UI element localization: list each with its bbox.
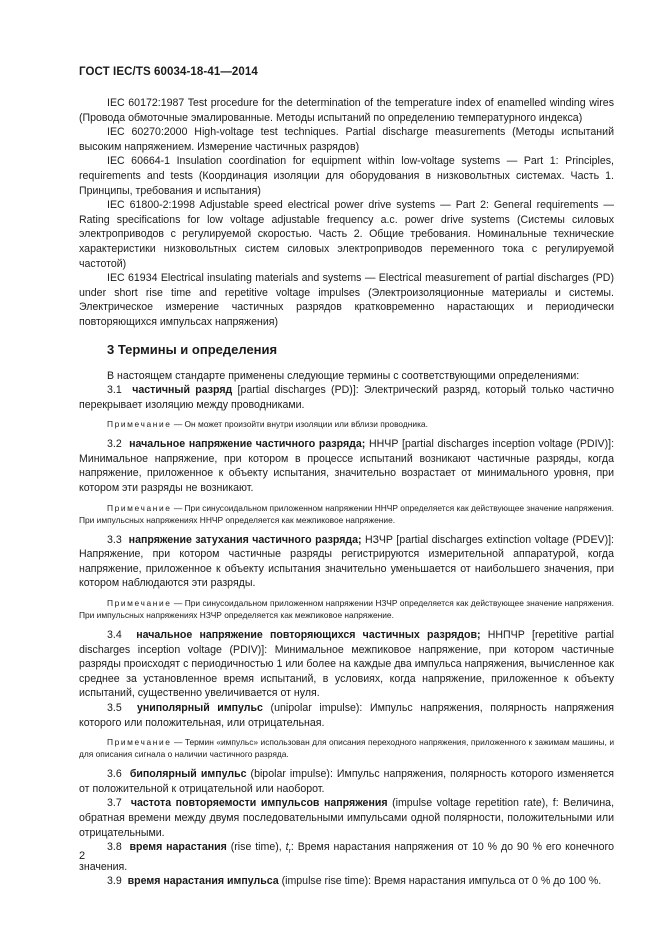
term-definition-cont: : Время нарастания напряжения от 10 % до 90 % его конечного значения. [79, 841, 614, 873]
term-definition: (impulse rise time): Время нарастания импульса от 0 % до 100 %. [278, 875, 602, 888]
term-number: 3.6 [107, 768, 122, 781]
term-number: 3.8 [107, 841, 122, 854]
note-3-1 [79, 418, 614, 430]
term-name: начальное напряжение повторяющихся частичных разрядов; [136, 629, 481, 642]
term-name: время нарастания [129, 841, 227, 854]
term-name: время нарастания импульса [127, 875, 279, 888]
definition-3-6 [79, 767, 614, 796]
note-text: — При синусоидальном приложенном напряжении ННЧР определяется как действующее значение напряжения. При импульсных напряжениях ННЧР определяется как межпиковое напряжение. [79, 502, 614, 525]
definition-3-3 [79, 533, 614, 591]
document-body [79, 96, 614, 889]
document-header: ГОСТ IEC/TS 60034-18-41—2014 [79, 66, 258, 78]
note-3-2 [79, 502, 614, 526]
reference-iec-61800-2: IEC 61800-2:1998 Adjustable speed electrical power drive systems — Part 2: General requirements — Rating specifications for low voltage adjustable frequency a.c. power drive systems (Системы силовых электроприводов с регулируемой скоростью. Часть 2. Общие требования. Номинальные технические характеристики низковольтных систем силовых электроприводов переменного тока с регулируемой частотой) [79, 199, 614, 270]
note-label: Примечание [107, 502, 172, 513]
reference-iec-61934: IEC 61934 Electrical insulating materials and systems — Electrical measurement of partial discharges (PD) under short rise time and repetitive voltage impulses (Электроизоляционные материалы и системы. Электрическое измерение частичных разрядов кратковременно нарастающих и периодически повторяющихся импульсах напряжения) [79, 272, 614, 328]
term-number: 3.3 [107, 533, 122, 546]
term-name: частота повторяемости импульсов напряжения [130, 797, 388, 810]
reference-iec-60172: IEC 60172:1987 Test procedure for the determination of the temperature index of enamelled winding wires (Провода обмоточные эмалированные. Методы испытаний по определению температурного индекса) [79, 97, 614, 124]
term-definition: НЗЧР [partial discharges extinction voltage (PDEV)]: Напряжение, при котором частичные разряды регистрируются измерительной аппаратурой, когда напряжение, приложенное к объекту испытания значительно уменьшается от наибольшего значения, при котором наблюдаются эти разряды. [79, 533, 615, 590]
term-number: 3.5 [107, 702, 122, 714]
term-number: 3.4 [107, 629, 122, 642]
term-symbol: t [285, 841, 289, 854]
term-name: биполярный импульс [129, 768, 247, 781]
term-name: начальное напряжение частичного разряда; [129, 438, 366, 451]
definition-3-1 [79, 383, 614, 412]
note-3-5 [79, 736, 614, 760]
term-definition: (rise time), [226, 841, 286, 854]
definition-3-8 [79, 840, 614, 874]
term-name: частичный разряд [132, 384, 233, 397]
term-name: напряжение затухания частичного разряда; [128, 533, 362, 546]
section-intro: В настоящем стандарте применены следующие термины с соответствующими определениями: [107, 369, 580, 382]
term-definition: (impulse voltage repetition rate), f: Величина, обратная времени между двумя последовательными импульсами одной полярности, положительными или отрицательными. [79, 797, 615, 839]
note-label: Примечание [107, 737, 172, 748]
note-label: Примечание [107, 598, 172, 609]
note-text: — Термин «импульс» использован для описания переходного напряжения, приложенного к зажимам машины, и для описания сигнала о наличии частичного разряда. [79, 737, 614, 760]
definition-3-7 [79, 796, 614, 840]
term-symbol-subscript: r [288, 848, 291, 856]
term-definition: ННПЧР [repetitive partial discharges inception voltage (PDIV)]: Минимальное межпиковое напряжение, при котором частичные разряды происходят с периодичностью 1 или более на каждые два импульса напряжения, вычисленное как среднее за установленное время испытаний, в условиях, когда напряжение, приложенное к объекту испытаний, существенно увеличивается от нуля. [79, 629, 615, 700]
section-title: 3 Термины и определения [107, 341, 278, 357]
term-name: униполярный импульс [136, 702, 263, 714]
term-definition: [partial discharges (PD)]: Электрический разряд, который только частично перекрывает изоляцию между проводниками. [79, 384, 614, 411]
note-3-3 [79, 597, 614, 621]
term-definition: (unipolar impulse): Импульс напряжения, полярность напряжения которого или положительная, или отрицательная. [79, 702, 614, 729]
reference-iec-60270: IEC 60270:2000 High-voltage test techniques. Partial discharge measurements (Методы испытаний высоким напряжением. Измерение частичных разрядов) [79, 126, 614, 153]
definition-3-2 [79, 437, 614, 495]
definition-3-4 [79, 628, 614, 701]
definition-3-5 [79, 701, 614, 730]
definition-3-9 [79, 874, 614, 889]
note-text: — При синусоидальном приложенном напряжении НЗЧР определяется как действующее значение напряжения. При импульсных напряжениях НЗЧР определяется как межпиковое напряжение. [79, 598, 614, 621]
note-label: Примечание [107, 419, 172, 430]
term-number: 3.7 [107, 797, 122, 810]
page-number: 2 [79, 850, 86, 862]
term-number: 3.9 [107, 875, 122, 888]
note-text: — Он может произойти внутри изоляции или вблизи проводника. [173, 419, 428, 430]
term-number: 3.1 [107, 384, 122, 397]
term-number: 3.2 [107, 438, 122, 451]
reference-iec-60664-1: IEC 60664-1 Insulation coordination for equipment within low-voltage systems — Part 1: Principles, requirements and tests (Координация изоляции для оборудования в низковольтных системах. Часть 1. Принципы, требования и испытания) [79, 155, 614, 197]
term-definition: ННЧР [partial discharges inception voltage (PDIV)]: Минимальное напряжение, при котором в процессе испытаний возникают частичные разряды, когда напряжение, приложенное к объекту испытания, значительно возрастает от минимального уровня, при котором эти разряды не возникают. [79, 438, 615, 495]
term-definition: (bipolar impulse): Импульс напряжения, полярность которого изменяется от положительной к отрицательной или наоборот. [79, 768, 614, 795]
